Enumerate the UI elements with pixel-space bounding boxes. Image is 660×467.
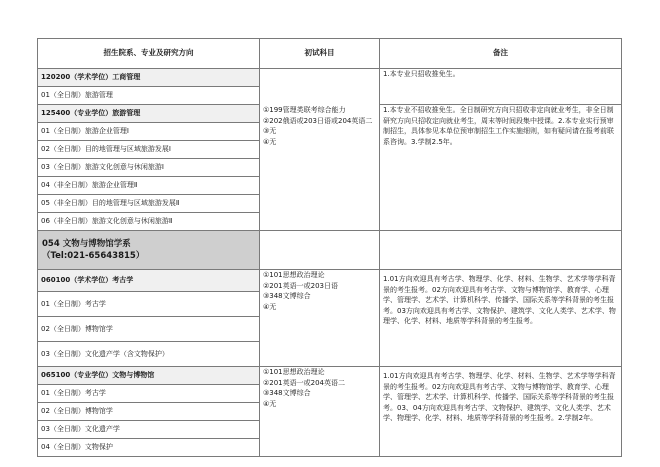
note-business-admin: 1.本专业只招收推免生。 [380,69,622,105]
exam-line: ③无 [263,127,277,135]
header-exam-subjects: 初试科目 [260,39,380,69]
exam-line: ④无 [263,399,277,408]
exam-cell-museum [260,367,380,457]
direction-item: 05（非全日制）目的地管理与区域旅游发展Ⅱ [38,195,260,213]
major-business-admin: 120200（学术学位）工商管理 [38,69,260,87]
admissions-table [37,38,622,457]
department-name: 054 文物与博物馆学系 [42,239,131,249]
direction-item: 01（全日制）旅游管理 [38,87,260,105]
direction-item: 03（全日制）文化遗产学 [38,421,260,439]
direction-item: 01（全日制）考古学 [38,292,260,317]
direction-item: 06（非全日制）旅游文化创意与休闲旅游Ⅱ [38,213,260,231]
department-empty-notes [380,231,622,270]
exam-line: ②201英语一或204英语二 [263,378,345,387]
direction-item: 02（全日制）博物馆学 [38,403,260,421]
note-cultural-relics-museum: 1.01方向欢迎具有考古学、物理学、化学、材料、生物学、艺术学等学科背景的考生报考。02方向欢迎具有考古学、文物与博物馆学、教育学、心理学、管理学、艺术学、计算机科学、传播学、国际关系等学科背景的考生报考。03、04方向欢迎具有考古学、文物保护、建筑学、文化人类学、艺术学、物理学、化学、材料、地质等学科背景的考生报考。2.学制2年。 [380,367,622,457]
direction-item: 01（全日制）旅游企业管理Ⅰ [38,123,260,141]
exam-line: ④无 [263,302,277,311]
note-tourism-management: 1.本专业不招收推免生。全日制研究方向只招收非定向就业考生，非全日制研究方向只招收定向就业考生，周末等时间段集中授课。2.本专业实行预审制招生，具体参见本单位预审制招生工作实施细则，如有疑问请在报考前联系咨询。3.学制2.5年。 [380,105,622,231]
exam-line: ①199管理类联考综合能力 [263,106,346,114]
department-tel: （Tel:021-65643815） [42,251,145,261]
direction-item: 02（全日制）目的地管理与区域旅游发展Ⅰ [38,141,260,159]
department-heading [38,231,260,270]
department-row [38,231,622,270]
direction-item: 01（全日制）考古学 [38,385,260,403]
exam-line: ②201英语一或203日语 [263,281,338,290]
department-empty-exam [260,231,380,270]
header-direction: 招生院系、专业及研究方向 [38,39,260,69]
exam-line: ③348文博综合 [263,292,311,300]
table-row [38,69,622,87]
direction-item: 04（非全日制）旅游企业管理Ⅱ [38,177,260,195]
direction-item: 03（全日制）旅游文化创意与休闲旅游Ⅰ [38,159,260,177]
major-archaeology: 060100（学术学位）考古学 [38,270,260,292]
exam-line: ②202俄语或203日语或204英语二 [263,116,373,125]
table-row [38,270,622,292]
direction-item: 03（全日制）文化遗产学（含文物保护） [38,342,260,367]
exam-line: ④无 [263,137,277,146]
header-notes: 备注 [380,39,622,69]
direction-item: 02（全日制）博物馆学 [38,317,260,342]
exam-line: ③348文博综合 [263,389,311,397]
direction-item: 04（全日制）文物保护 [38,439,260,457]
table-row [38,367,622,385]
exam-cell-archaeology [260,270,380,367]
major-tourism-management: 125400（专业学位）旅游管理 [38,105,260,123]
table-header-row [38,39,622,69]
exam-cell-tourism [260,69,380,231]
exam-line: ①101思想政治理论 [263,368,325,376]
note-archaeology: 1.01方向欢迎具有考古学、物理学、化学、材料、生物学、艺术学等学科背景的考生报考。02方向欢迎具有考古学、文物与博物馆学、教育学、心理学、管理学、艺术学、计算机科学、传播学、国际关系等学科背景的考生报考。03方向欢迎具有考古学、文物保护、建筑学、文化人类学、艺术学、物理学、化学、材料、地质等学科背景的考生报考。 [380,270,622,367]
exam-line: ①101思想政治理论 [263,271,325,279]
major-cultural-relics-museum: 065100（专业学位）文物与博物馆 [38,367,260,385]
